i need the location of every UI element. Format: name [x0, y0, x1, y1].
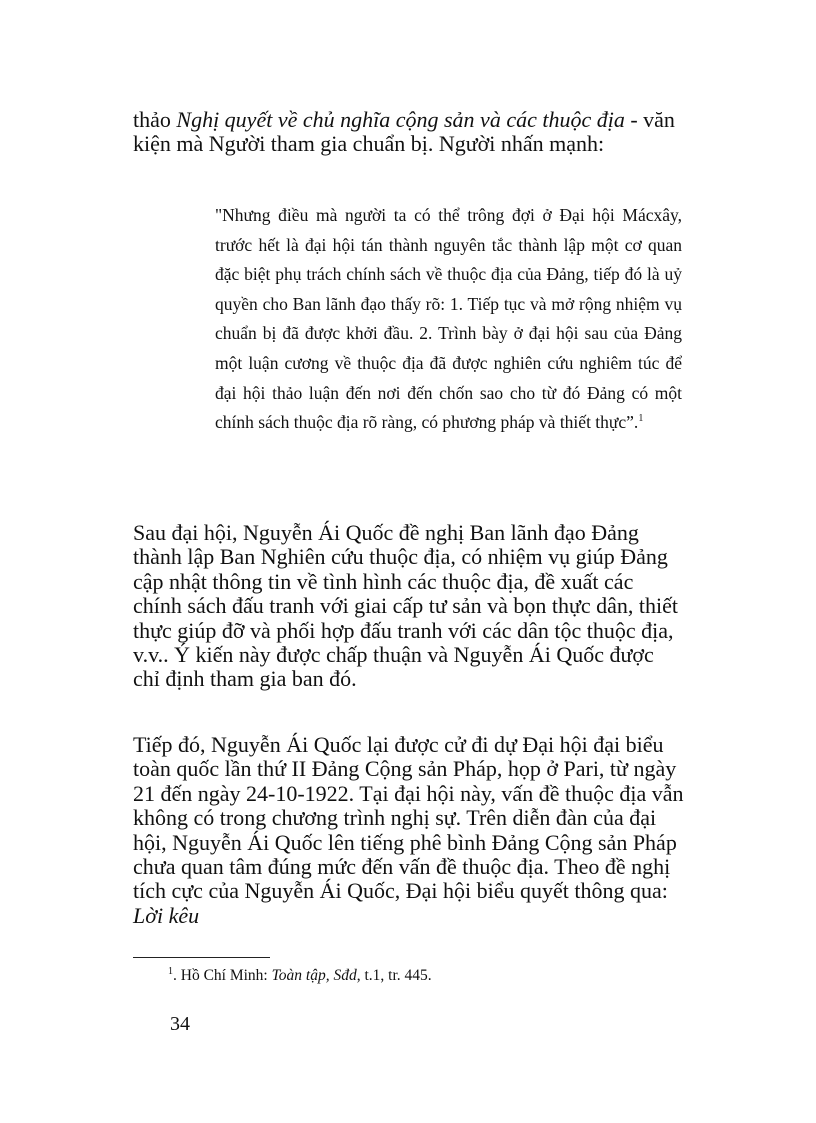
footnote-divider	[133, 957, 270, 958]
resolution-title: Nghị quyết về chủ nghĩa cộng sản và các thuộc địa	[176, 107, 625, 132]
paragraph-2: Sau đại hội, Nguyễn Ái Quốc đề nghị Ban lãnh đạo Đảng thành lập Ban Nghiên cứu thuộc địa, có nhiệm vụ giúp Đảng cập nhật thông tin về tình hình các thuộc địa, đề xuất các chính sách đấu tranh với giai cấp tư sản và bọn thực dân, thiết thực giúp đỡ và phối hợp đấu tranh với các dân tộc thuộc địa, v.v.. Ý kiến này được chấp thuận và Nguyễn Ái Quốc được chỉ định tham gia ban đó.	[133, 520, 678, 692]
footnote	[168, 966, 688, 986]
paragraph-3	[133, 733, 685, 928]
paragraph-1-lead: thảo	[133, 107, 177, 132]
paragraph-3-text: Tiếp đó, Nguyễn Ái Quốc lại được cử đi dự Đại hội đại biểu toàn quốc lần thứ II Đảng Cộng sản Pháp, họp ở Pari, từ ngày 21 đến ngày 24-10-1922. Tại đại hội này, vấn đề thuộc địa vẫn không có trong chương trình nghị sự. Trên diễn đàn của đại hội, Nguyễn Ái Quốc lên tiếng phê bình Đảng Cộng sản Pháp chưa quan tâm đúng mức đến vấn đề thuộc địa. Theo đề nghị tích cực của Nguyễn Ái Quốc, Đại hội biểu quyết thông qua:	[133, 732, 684, 904]
quote-footnote-marker: 1	[638, 413, 644, 425]
paragraph-1-rest: - văn kiện mà Người tham gia chuẩn bị. Người nhấn mạnh:	[133, 107, 675, 157]
page-number: 34	[170, 1013, 190, 1035]
quote-text: "Nhưng điều mà người ta có thể trông đợi ở Đại hội Mácxây, trước hết là đại hội tán thành nguyên tắc thành lập một cơ quan đặc biệt phụ trách chính sách về thuộc địa của Đảng, tiếp đó là uỷ quyền cho Ban lãnh đạo thấy rõ: 1. Tiếp tục và mở rộng nhiệm vụ chuẩn bị đã được khởi đầu. 2. Trình bày ở đại hội sau của Đảng một luận cương về thuộc địa đã được nghiên cứu nghiêm túc để đại hội thảo luận đến nơi đến chốn sao cho từ đó Đảng có một chính sách thuộc địa rõ ràng, có phương pháp và thiết thực”.	[215, 205, 682, 433]
paragraph-3-italic-tail: Lời kêu	[133, 902, 200, 928]
paragraph-1	[133, 108, 685, 157]
footnote-source-title: Toàn tập, Sđd	[271, 967, 357, 984]
footnote-rest: , t.1, tr. 445.	[356, 967, 432, 984]
footnote-lead: . Hồ Chí Minh:	[173, 967, 272, 984]
footnote-marker: 1	[168, 965, 173, 977]
block-quote	[215, 201, 682, 438]
